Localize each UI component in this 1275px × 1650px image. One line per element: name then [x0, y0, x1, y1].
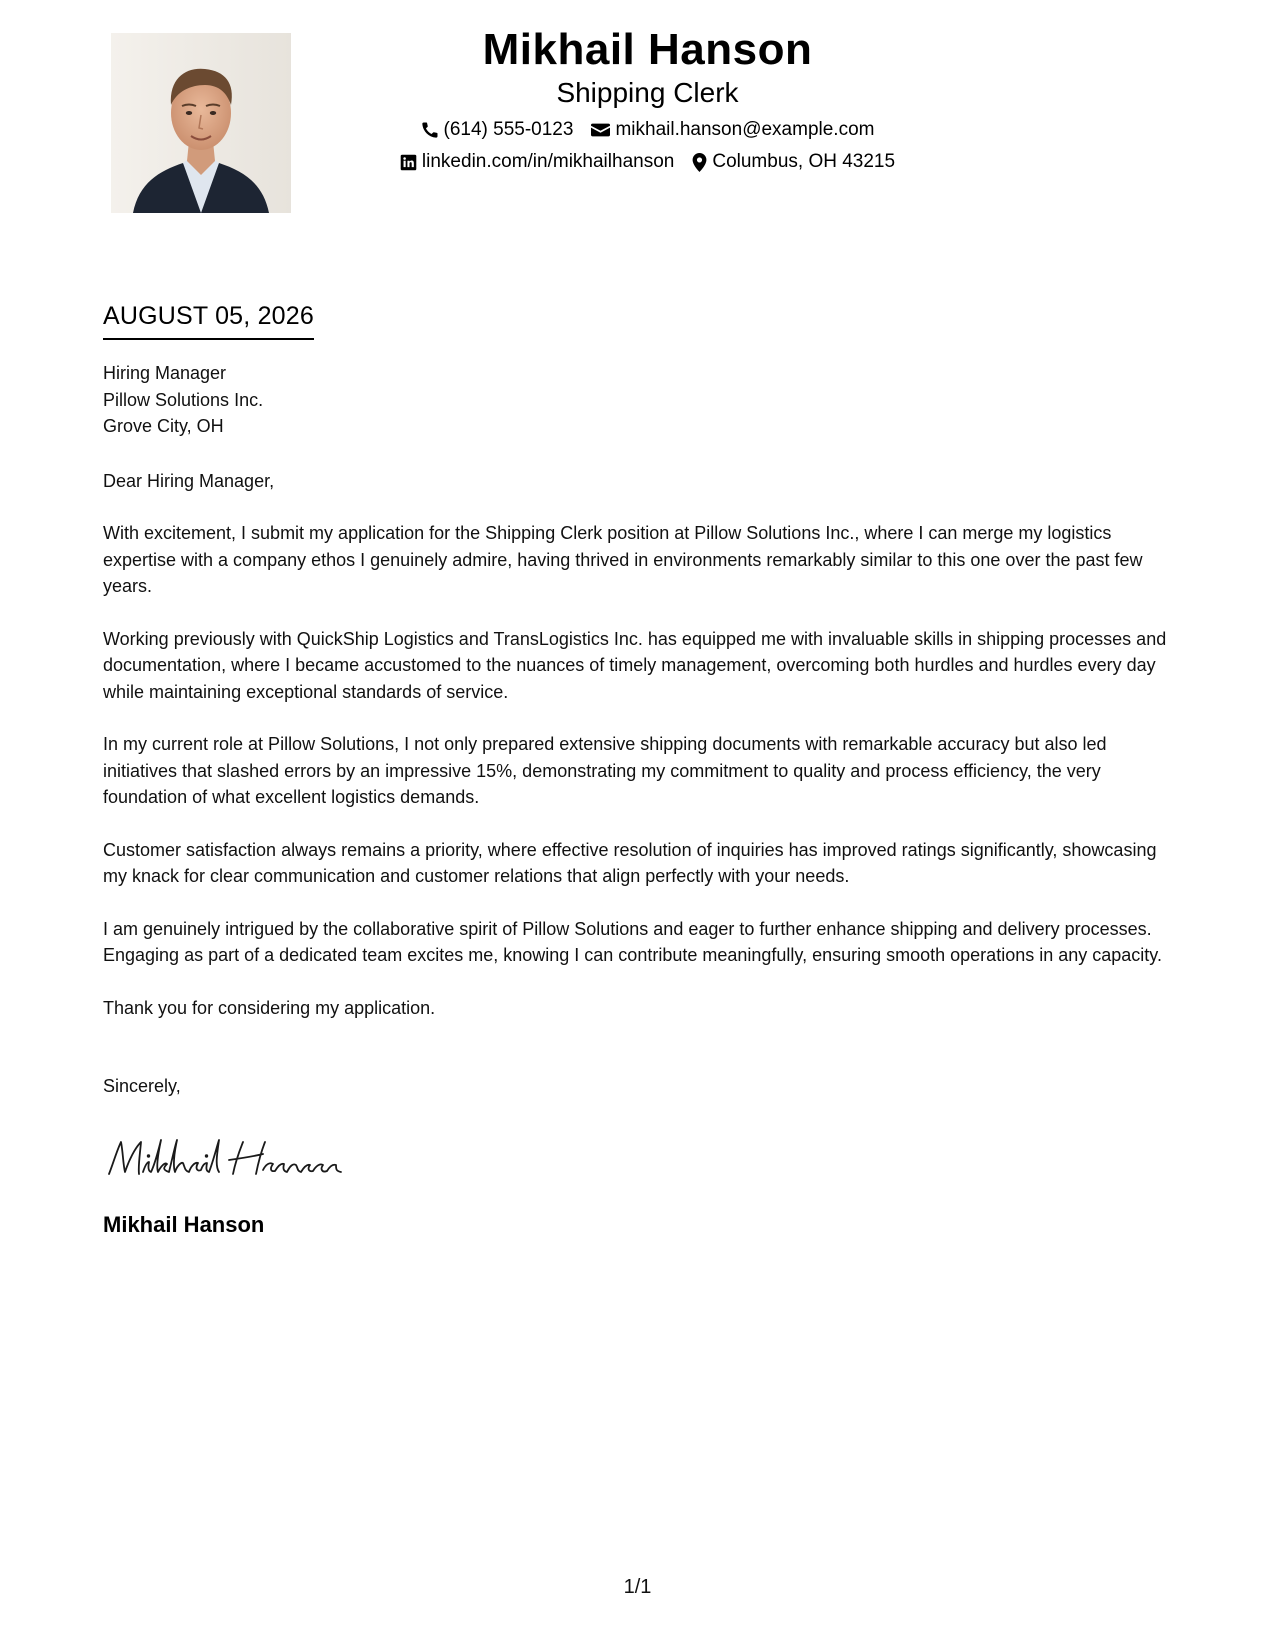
map-pin-icon — [692, 153, 707, 172]
handwritten-signature — [103, 1134, 403, 1184]
letter-body — [103, 298, 1178, 1240]
contact-email[interactable] — [591, 114, 874, 146]
envelope-icon — [591, 122, 610, 138]
linkedin-text: linkedin.com/in/mikhailhanson — [421, 151, 675, 172]
location-text: Columbus, OH 43215 — [712, 151, 896, 172]
applicant-name: Mikhail Hanson — [482, 25, 813, 74]
contact-phone — [421, 114, 574, 146]
contact-location — [692, 146, 895, 178]
phone-text: (614) 555-0123 — [443, 119, 574, 140]
letter-date: AUGUST 05, 2026 — [103, 298, 314, 340]
recipient-line: Hiring Manager — [103, 363, 227, 383]
contact-row-1 — [340, 114, 955, 146]
body-paragraph: Working previously with QuickShip Logistics and TransLogistics Inc. has equipped me with invaluable skills in shipping processes and documentation, where I became accustomed to the nuances of timely management, overcoming both hurdles and hurdles every day while maintaining exceptional standards of service. — [103, 628, 1167, 702]
recipient-block — [103, 360, 1178, 440]
applicant-title: Shipping Clerk — [556, 77, 739, 108]
recipient-line: Pillow Solutions Inc. — [103, 389, 264, 410]
email-text: mikhail.hanson@example.com — [615, 119, 875, 140]
body-paragraph: With excitement, I submit my application for the Shipping Clerk position at Pillow Solutions Inc., where I can merge my logistics expertise with a company ethos I genuinely admire, having thrived in environments remarkably similar to this one over the past few years. — [103, 523, 1143, 596]
contact-linkedin[interactable] — [400, 146, 674, 178]
body-paragraph: In my current role at Pillow Solutions, I not only prepared extensive shipping documents with remarkable accuracy but also led initiatives that slashed errors by an impressive 15%, demonstrating my commitment to quality and process efficiency, the very foundation of what excellent logistics demands. — [103, 734, 1107, 807]
body-paragraph: Thank you for considering my application. — [103, 997, 436, 1018]
signer-name: Mikhail Hanson — [103, 1211, 265, 1237]
salutation: Dear Hiring Manager, — [103, 470, 275, 491]
body-paragraph: I am genuinely intrigued by the collaborative spirit of Pillow Solutions and eager to further enhance shipping and delivery processes. Engaging as part of a dedicated team excites me, knowing I can contribute meaningfully, ensuring smooth operations in any capacity. — [103, 918, 1162, 965]
body-paragraph: Customer satisfaction always remains a priority, where effective resolution of inquiries has improved ratings significantly, showcasing my knack for clear communication and customer relations that align perfectly with your needs. — [103, 839, 1157, 886]
contact-row-2 — [340, 146, 955, 178]
letter-header — [340, 18, 955, 178]
closing: Sincerely, — [103, 1076, 181, 1096]
page-number: 1/1 — [623, 1576, 652, 1598]
profile-photo — [111, 33, 291, 213]
linkedin-icon — [400, 154, 417, 171]
recipient-line: Grove City, OH — [103, 416, 224, 436]
phone-icon — [421, 121, 439, 139]
